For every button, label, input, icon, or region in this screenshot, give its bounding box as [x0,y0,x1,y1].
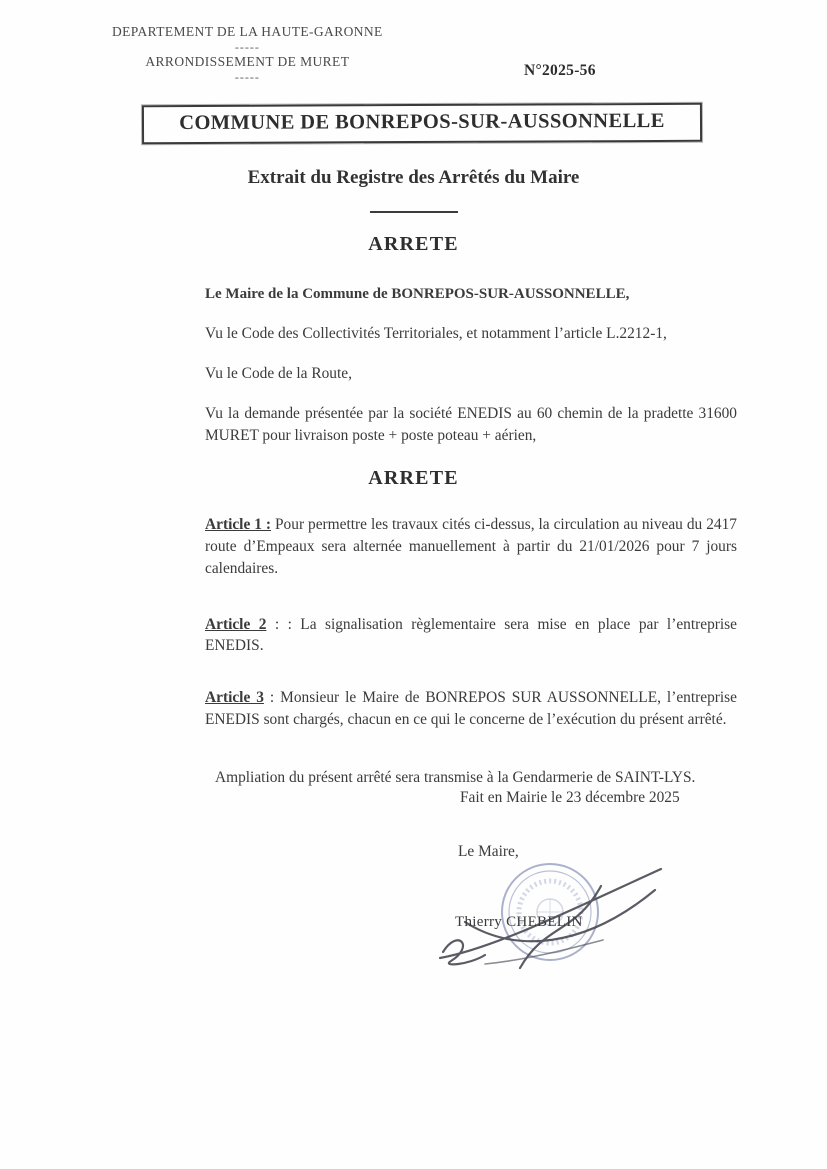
separator-rule [370,211,458,213]
document-number: N°2025-56 [524,62,596,79]
article-2-label: Article 2 [205,615,267,633]
article-3-text: : Monsieur le Maire de BONREPOS SUR AUSSONNELLE, l’entreprise ENEDIS sont chargés, chacun en ce qui le concerne de l’exécution du présent arrêté. [205,689,737,729]
ampliation-line: Ampliation du présent arrêté sera transmise à la Gendarmerie de SAINT-LYS. [215,769,696,787]
article-1-label: Article 1 : [205,515,272,533]
article-3 [205,687,737,731]
commune-title-box [142,103,702,144]
signatory-title: Le Maire, [458,843,519,860]
section-heading-arrete-2: ARRETE [368,466,459,489]
date-line: Fait en Mairie le 23 décembre 2025 [460,789,680,806]
article-1-text: Pour permettre les travaux cités ci-dessus, la circulation au niveau du 2417 route d’Empeaux sera alternée manuellement à partir du 21/01/2026 pour 7 jours calendaires. [205,515,737,577]
department-dashes: ----- [234,40,260,54]
department-line: DEPARTEMENT DE LA HAUTE-GARONNE [112,24,383,39]
admin-header [112,24,383,84]
signatory-name: Thierry CHEBELIN [455,914,583,930]
article-2 [205,614,737,658]
commune-title-text: COMMUNE DE BONREPOS-SUR-AUSSONNELLE [179,110,665,135]
signature-block [425,852,705,992]
vu-item-1: Vu le Code des Collectivités Territoriales, et notamment l’article L.2212-1, [205,325,667,343]
arrondissement-line: ARRONDISSEMENT DE MURET [145,54,350,70]
vu-item-3: Vu la demande présentée par la société ENEDIS au 60 chemin de la pradette 31600 MURET pour livraison poste + poste poteau + aérien, [205,405,737,445]
section-heading-arrete-1: ARRETE [368,233,459,256]
article-1 [205,514,737,580]
vu-item-2: Vu le Code de la Route, [205,365,352,383]
document-subtitle: Extrait du Registre des Arrêtés du Maire [247,167,580,189]
article-2-text: : : La signalisation règlementaire sera mise en place par l’entreprise ENEDIS. [205,615,737,655]
arrondissement-dashes: ----- [234,70,260,85]
preamble-intro: Le Maire de la Commune de BONREPOS-SUR-AUSSONNELLE, [205,286,630,303]
article-3-label: Article 3 [205,689,264,707]
